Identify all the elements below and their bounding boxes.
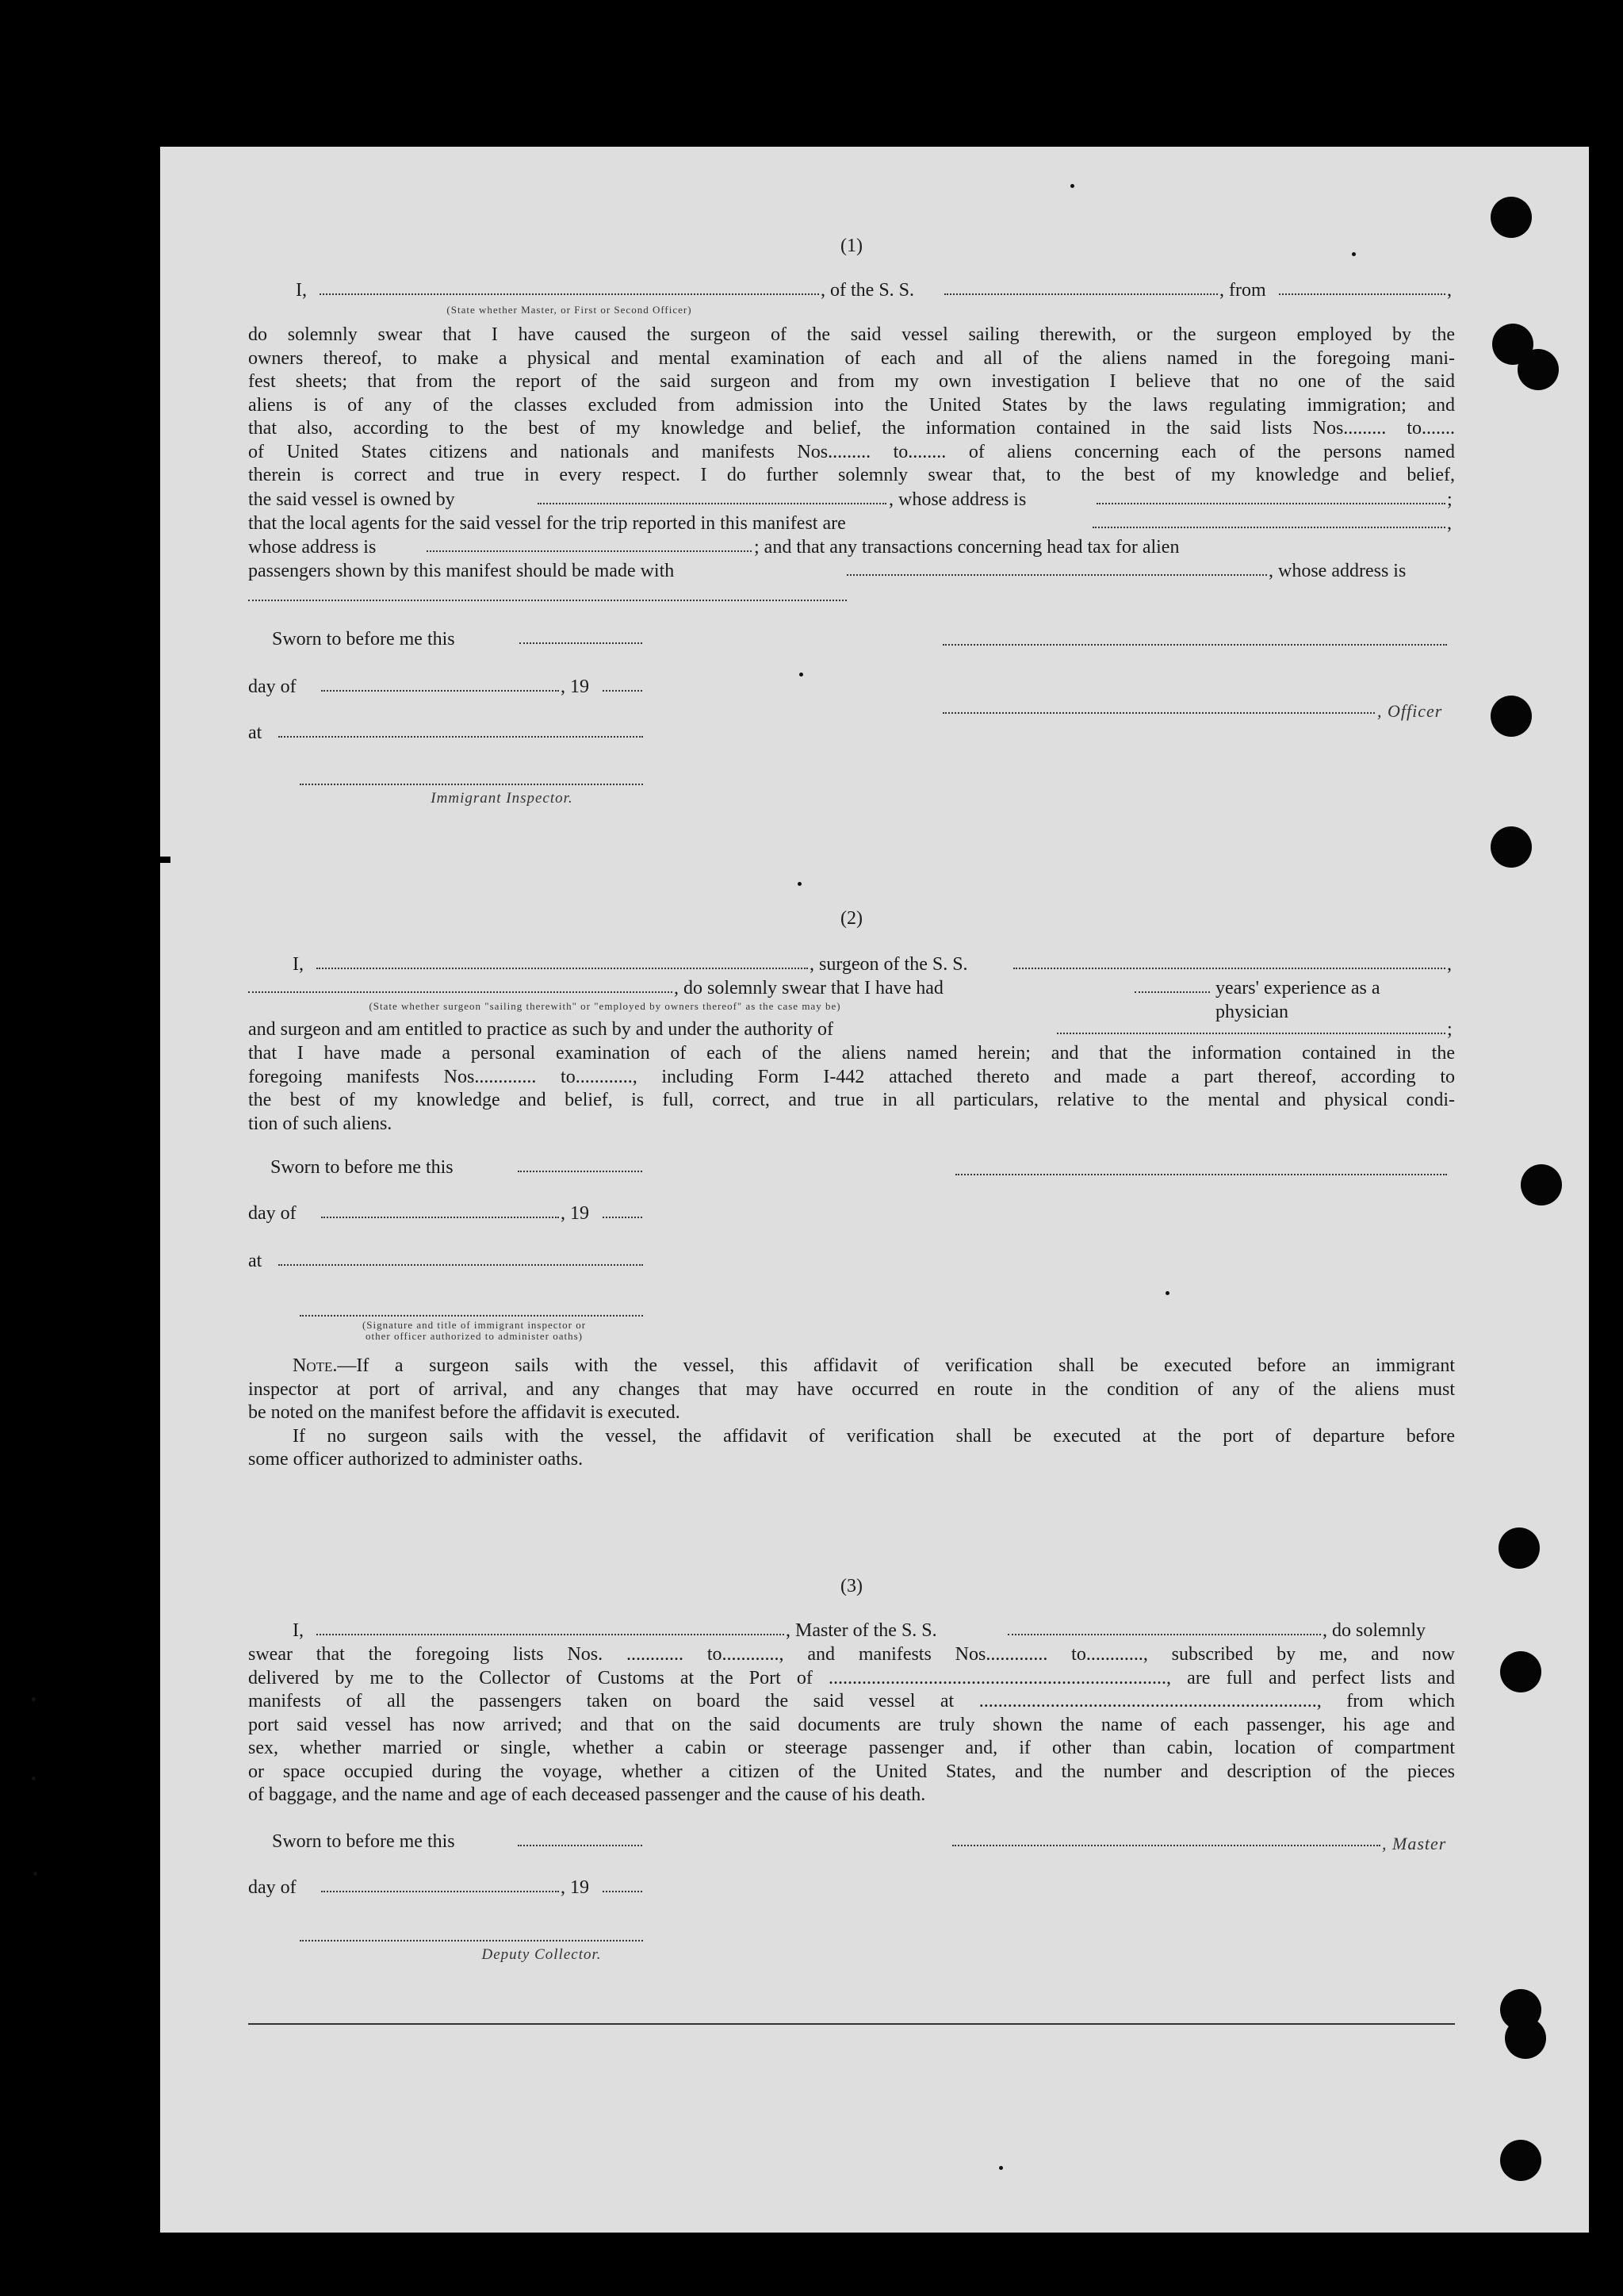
sworn-line [272, 1830, 716, 1854]
officer-signature-blank[interactable] [943, 644, 1447, 646]
at-line [248, 722, 724, 746]
section-1 [248, 235, 1455, 814]
surgeon-signature-field[interactable] [955, 1174, 1447, 1175]
inspector-label: Immigrant Inspector. [431, 790, 573, 807]
sworn-date-field[interactable] [518, 1830, 642, 1846]
agents-field[interactable] [1093, 512, 1445, 528]
oath-line: of United States citizens and nationals and manifests Nos......... to........ of aliens concerning each of the persons named [248, 441, 1455, 462]
agents-address-line [248, 536, 1455, 560]
of-ss-label: , of the S. S. [821, 280, 915, 301]
pronoun-label: I, [293, 1620, 304, 1641]
inspector-signature-field[interactable] [300, 1315, 643, 1317]
at-line [248, 1250, 724, 1274]
day-of-label: day of [248, 1203, 297, 1224]
place-field[interactable] [278, 1250, 643, 1266]
note-label: Note. [293, 1355, 338, 1376]
year-field[interactable] [603, 676, 642, 692]
sworn-label: Sworn to before me this [272, 1831, 455, 1852]
master-oath-paragraph [248, 1643, 1455, 1807]
speck [798, 882, 802, 886]
surgeon-line [248, 953, 1455, 977]
signature-note: (Signature and title of immigrant inspector or [362, 1319, 587, 1331]
binder-hole [1491, 826, 1532, 868]
from-port-field[interactable] [1279, 279, 1445, 295]
oath-line: that I have made a personal examination of each of the aliens named herein; and that the information contained in the [248, 1043, 1455, 1064]
examination-paragraph [248, 1042, 1455, 1136]
master-signature-field[interactable] [952, 1830, 1380, 1846]
binder-hole [1518, 349, 1559, 390]
agents-address-field[interactable] [427, 536, 752, 552]
pronoun-label: I, [296, 280, 307, 301]
surgeon-name-field[interactable] [316, 953, 808, 969]
year-label: , 19 [561, 1877, 589, 1898]
officer-name-field[interactable] [320, 279, 819, 295]
vessel-name-field[interactable] [1008, 1619, 1321, 1635]
note-paragraph [248, 1355, 1455, 1472]
oath-line: fest sheets; that from the report of the said surgeon and from my own investigation I believe that no one of the said [248, 371, 1455, 392]
note-line: be noted on the manifest before the affidavit is executed. [248, 1402, 680, 1423]
surgeon-type-field[interactable] [248, 977, 672, 993]
agents-line [248, 512, 1455, 536]
do-solemnly-label: , do solemnly [1323, 1620, 1426, 1641]
owner-field[interactable] [538, 489, 886, 504]
vessel-name-field[interactable] [944, 279, 1218, 295]
head-tax-address-field[interactable] [248, 600, 847, 601]
years-field[interactable] [1135, 977, 1210, 993]
whose-address-label: whose address is [248, 537, 377, 558]
binder-hole [1499, 1527, 1540, 1569]
oath-line: sex, whether married or single, whether a cabin or steerage passenger and, if other than cabin, location of compartment [248, 1738, 1455, 1758]
speck [1070, 184, 1074, 188]
oath-line: aliens is of any of the classes excluded from admission into the United States by the laws regulating immigration; and [248, 394, 1455, 416]
month-field[interactable] [321, 1876, 559, 1892]
from-label: , from [1219, 280, 1266, 301]
speck [32, 1697, 36, 1701]
officer-label: , Officer [1377, 701, 1443, 721]
owner-address-field[interactable] [1097, 489, 1445, 504]
day-line [248, 1876, 724, 1900]
at-label: at [248, 1251, 262, 1271]
section-number: (2) [840, 908, 863, 929]
comma: , [1447, 280, 1452, 301]
oath-line: that also, according to the best of my knowledge and belief, the information contained in the said lists Nos......... to....... [248, 418, 1455, 439]
binder-hole [1500, 1651, 1541, 1692]
oath-line: tion of such aliens. [248, 1113, 392, 1134]
oath-line: swear that the foregoing lists Nos. ............ to............, and manifests Nos............. to............, subscribed by me, and now [248, 1644, 1455, 1665]
authority-field[interactable] [1057, 1018, 1445, 1034]
head-tax-line [248, 560, 1455, 584]
note-line: inspector at port of arrival, and any changes that may have occurred en route in the condition of any of the aliens must [248, 1378, 1455, 1400]
binder-hole [1491, 197, 1532, 238]
oath-line: or space occupied during the voyage, whether a citizen of the United States, and the number and description of the pieces [248, 1761, 1455, 1782]
oath-line: owners thereof, to make a physical and mental examination of each and all of the aliens named in the foregoing mani- [248, 347, 1455, 369]
master-line [248, 1619, 1455, 1643]
month-field[interactable] [321, 1202, 559, 1218]
note-line: —If a surgeon sails with the vessel, this affidavit of verification shall be executed before an immigrant [337, 1355, 1455, 1376]
passengers-label: passengers shown by this manifest should be made with [248, 561, 675, 581]
year-field[interactable] [603, 1202, 642, 1218]
collector-signature-field[interactable] [300, 1940, 643, 1941]
owned-by-label: the said vessel is owned by [248, 489, 455, 510]
oath-line: foregoing manifests Nos............. to............, including Form I-442 attached thereto and made a part thereof, according to [248, 1066, 1455, 1087]
year-label: , 19 [561, 1203, 589, 1224]
day-of-label: day of [248, 1877, 297, 1898]
place-field[interactable] [278, 722, 643, 738]
swear-label: , do solemnly swear that I have had [674, 978, 944, 999]
section-2 [248, 907, 1455, 1478]
note-line: If no surgeon sails with the vessel, the affidavit of verification shall be executed at the port of departure before [293, 1425, 1455, 1447]
page-tear [155, 857, 170, 863]
month-field[interactable] [321, 676, 559, 692]
sworn-date-field[interactable] [518, 1156, 642, 1172]
binder-hole [1500, 2140, 1541, 2181]
inspector-signature-field[interactable] [300, 784, 643, 785]
section-3 [248, 1575, 1455, 1972]
officer-note: (State whether Master, or First or Second Officer) [446, 304, 692, 316]
sworn-label: Sworn to before me this [272, 629, 455, 650]
section-number: (3) [840, 1576, 863, 1596]
oath-line: do solemnly swear that I have caused the surgeon of the said vessel sailing therewith, or the surgeon employed by the [248, 324, 1455, 345]
binder-hole [1505, 2018, 1546, 2059]
semicolon: ; [1447, 1019, 1453, 1040]
section-number: (1) [840, 236, 863, 256]
surgeon-of-label: , surgeon of the S. S. [810, 954, 968, 975]
owner-line [248, 489, 1455, 512]
year-label: , 19 [561, 677, 589, 697]
officer-line [943, 698, 1455, 722]
authority-label: and surgeon and am entitled to practice as such by and under the authority of [248, 1019, 833, 1040]
master-line [248, 279, 1455, 303]
pronoun-label: I, [293, 954, 304, 975]
authority-line [248, 1018, 1455, 1042]
sworn-label: Sworn to before me this [270, 1157, 454, 1178]
binder-hole [1491, 696, 1532, 737]
signature-note: other officer authorized to administer oaths) [366, 1330, 583, 1342]
note-line: some officer authorized to administer oaths. [248, 1449, 584, 1470]
sworn-line [272, 628, 716, 652]
day-line [248, 1202, 724, 1226]
oath-line: of baggage, and the name and age of each deceased passenger and the cause of his death. [248, 1784, 926, 1805]
oath-line: therein is correct and true in every respect. I do further solemnly swear that, to the best of my knowledge and belief, [248, 465, 1455, 485]
head-tax-agent-field[interactable] [847, 560, 1267, 576]
surgeon-note: (State whether surgeon "sailing therewith" or "employed by owners thereof" as the case may be) [369, 1000, 841, 1012]
sworn-line [270, 1156, 714, 1180]
oath-line: delivered by me to the Collector of Customs at the Port of ......................................................................., are full and perfect lists and [248, 1667, 1455, 1688]
day-line [248, 676, 724, 700]
head-tax-label: ; and that any transactions concerning head tax for alien [754, 537, 1180, 558]
master-name-field[interactable] [316, 1619, 784, 1635]
speck [999, 2166, 1003, 2170]
master-label: , Master [1382, 1834, 1447, 1853]
vessel-name-field[interactable] [1013, 953, 1445, 969]
semicolon: ; [1447, 489, 1453, 510]
whose-address-label: , whose address is [889, 489, 1027, 510]
oath-line: port said vessel has now arrived; and that on the said documents are truly shown the name of each passenger, his age and [248, 1714, 1455, 1735]
oath-paragraph [248, 324, 1455, 488]
deputy-collector-label: Deputy Collector. [481, 1946, 602, 1963]
comma: , [1447, 513, 1452, 534]
comma: , [1447, 954, 1452, 975]
master-signature-line [952, 1830, 1455, 1854]
oath-line: manifests of all the passengers taken on board the said vessel at ......................................................................., from which [248, 1691, 1455, 1711]
whose-address-label: , whose address is [1269, 561, 1407, 581]
oath-line: the best of my knowledge and belief, is full, correct, and true in all particulars, relative to the mental and physical condi- [248, 1090, 1455, 1110]
local-agents-label: that the local agents for the said vessel for the trip reported in this manifest are [248, 513, 846, 534]
master-of-label: , Master of the S. S. [786, 1620, 937, 1641]
day-of-label: day of [248, 677, 297, 697]
speck [32, 1777, 36, 1780]
binder-hole [1521, 1164, 1562, 1205]
officer-signature-field[interactable] [943, 698, 1375, 714]
speck [33, 1872, 37, 1876]
years-label: years' experience as a physician [1215, 978, 1380, 1022]
year-field[interactable] [603, 1876, 642, 1892]
bottom-rule [248, 2023, 1455, 2025]
sworn-date-field[interactable] [519, 628, 642, 644]
at-label: at [248, 723, 262, 743]
